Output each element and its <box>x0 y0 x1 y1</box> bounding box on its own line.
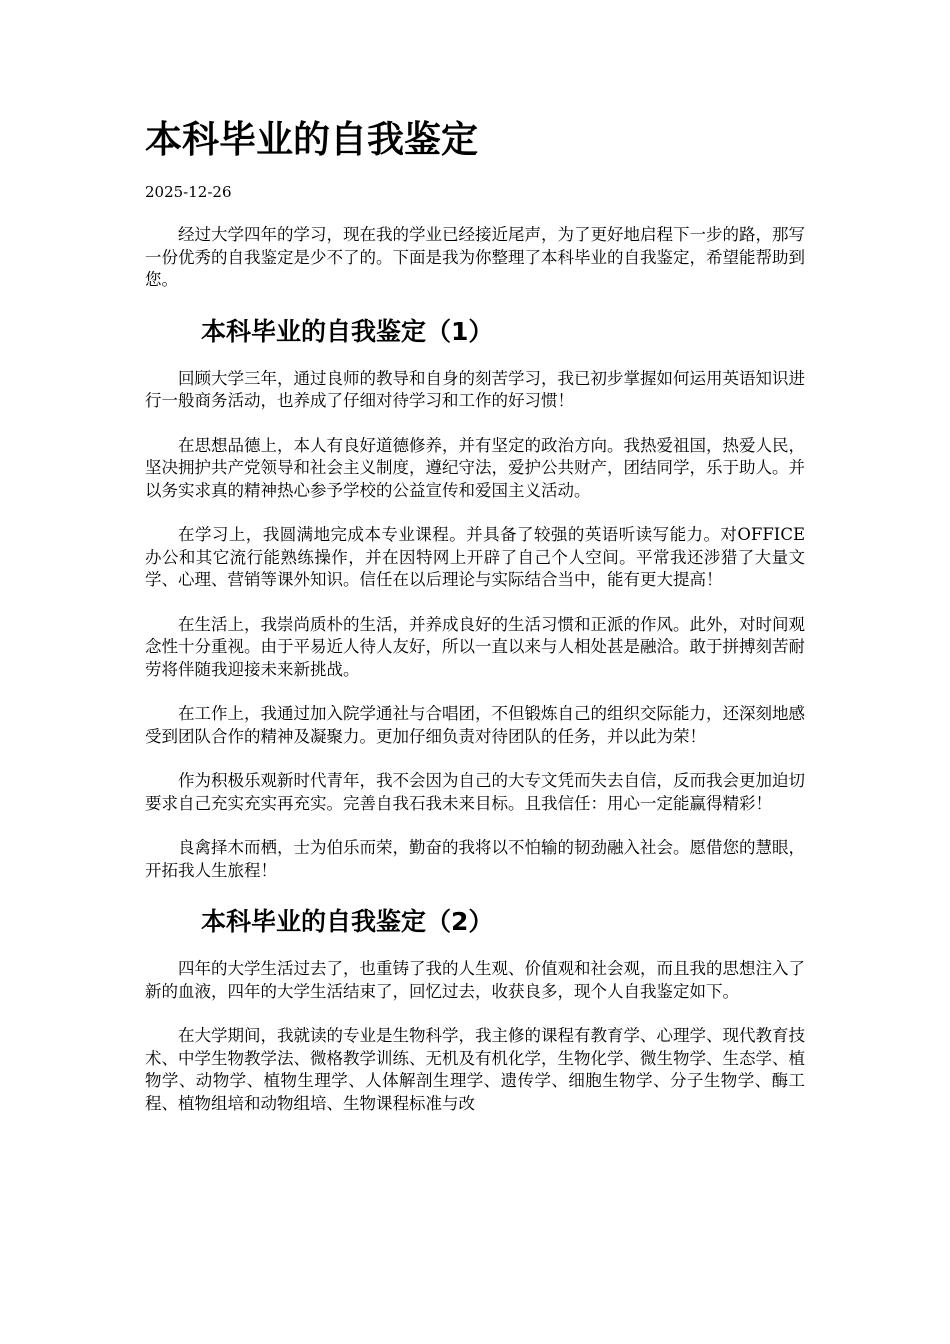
document-title: 本科毕业的自我鉴定 <box>145 118 478 161</box>
section-1-paragraph: 在生活上，我崇尚质朴的生活，并养成良好的生活习惯和正派的作风。此外，对时间观念性十分重视。由于平易近人待人友好，所以一直以来与人相处甚是融洽。敢于拼搏刻苦耐劳将伴随我迎接未来新挑战。 <box>145 614 805 679</box>
section-1-paragraph: 良禽择木而栖，士为伯乐而荣，勤奋的我将以不怕输的韧劲融入社会。愿借您的慧眼，开拓我人生旅程！ <box>145 838 805 880</box>
document-date: 2025-12-26 <box>145 183 232 201</box>
section-1-heading: 本科毕业的自我鉴定（1） <box>201 316 494 346</box>
section-1-paragraph: 回顾大学三年，通过良师的教导和自身的刻苦学习，我已初步掌握如何运用英语知识进行一般商务活动，也养成了仔细对待学习和工作的好习惯！ <box>145 368 805 410</box>
intro-paragraph: 经过大学四年的学习，现在我的学业已经接近尾声，为了更好地启程下一步的路，那写一份优秀的自我鉴定是少不了的。下面是我为你整理了本科毕业的自我鉴定，希望能帮助到您。 <box>145 225 805 289</box>
section-1-paragraph: 在思想品德上，本人有良好道德修养，并有坚定的政治方向。我热爱祖国，热爱人民，坚决拥护共产党领导和社会主义制度，遵纪守法，爱护公共财产，团结同学，乐于助人。并以务实求真的精神热心参予学校的公益宣传和爱国主义活动。 <box>145 435 805 500</box>
document-page <box>145 112 805 1137</box>
section-1-paragraph: 作为积极乐观新时代青年，我不会因为自己的大专文凭而失去自信，反而我会更加迫切要求自己充实充实再充实。完善自我石我未来目标。且我信任：用心一定能赢得精彩！ <box>145 771 805 813</box>
section-1-paragraph: 在学习上，我圆满地完成本专业课程。并具备了较强的英语听读写能力。对OFFICE办公和其它流行能熟练操作，并在因特网上开辟了自己个人空间。平常我还涉猎了大量文学、心理、营销等课外知识。信任在以后理论与实际结合当中，能有更大提高！ <box>145 525 805 589</box>
section-2-paragraph: 四年的大学生活过去了，也重铸了我的人生观、价值观和社会观，而且我的思想注入了新的血液，四年的大学生活结束了，回忆过去，收获良多，现个人自我鉴定如下。 <box>145 959 805 1001</box>
section-2-paragraph: 在大学期间，我就读的专业是生物科学，我主修的课程有教育学、心理学、现代教育技术、中学生物教学法、微格教学训练、无机及有机化学，生物化学、微生物学、生态学、植物学、动物学、植物生理学、人体解剖生理学、遗传学、细胞生物学、分子生物学、酶工程、植物组培和动物组培、生物课程标准与改 <box>145 1026 805 1113</box>
section-2-heading: 本科毕业的自我鉴定（2） <box>201 907 494 936</box>
section-1-paragraph: 在工作上，我通过加入院学通社与合唱团，不但锻炼自己的组织交际能力，还深刻地感受到团队合作的精神及凝聚力。更加仔细负责对待团队的任务，并以此为荣！ <box>145 704 805 746</box>
